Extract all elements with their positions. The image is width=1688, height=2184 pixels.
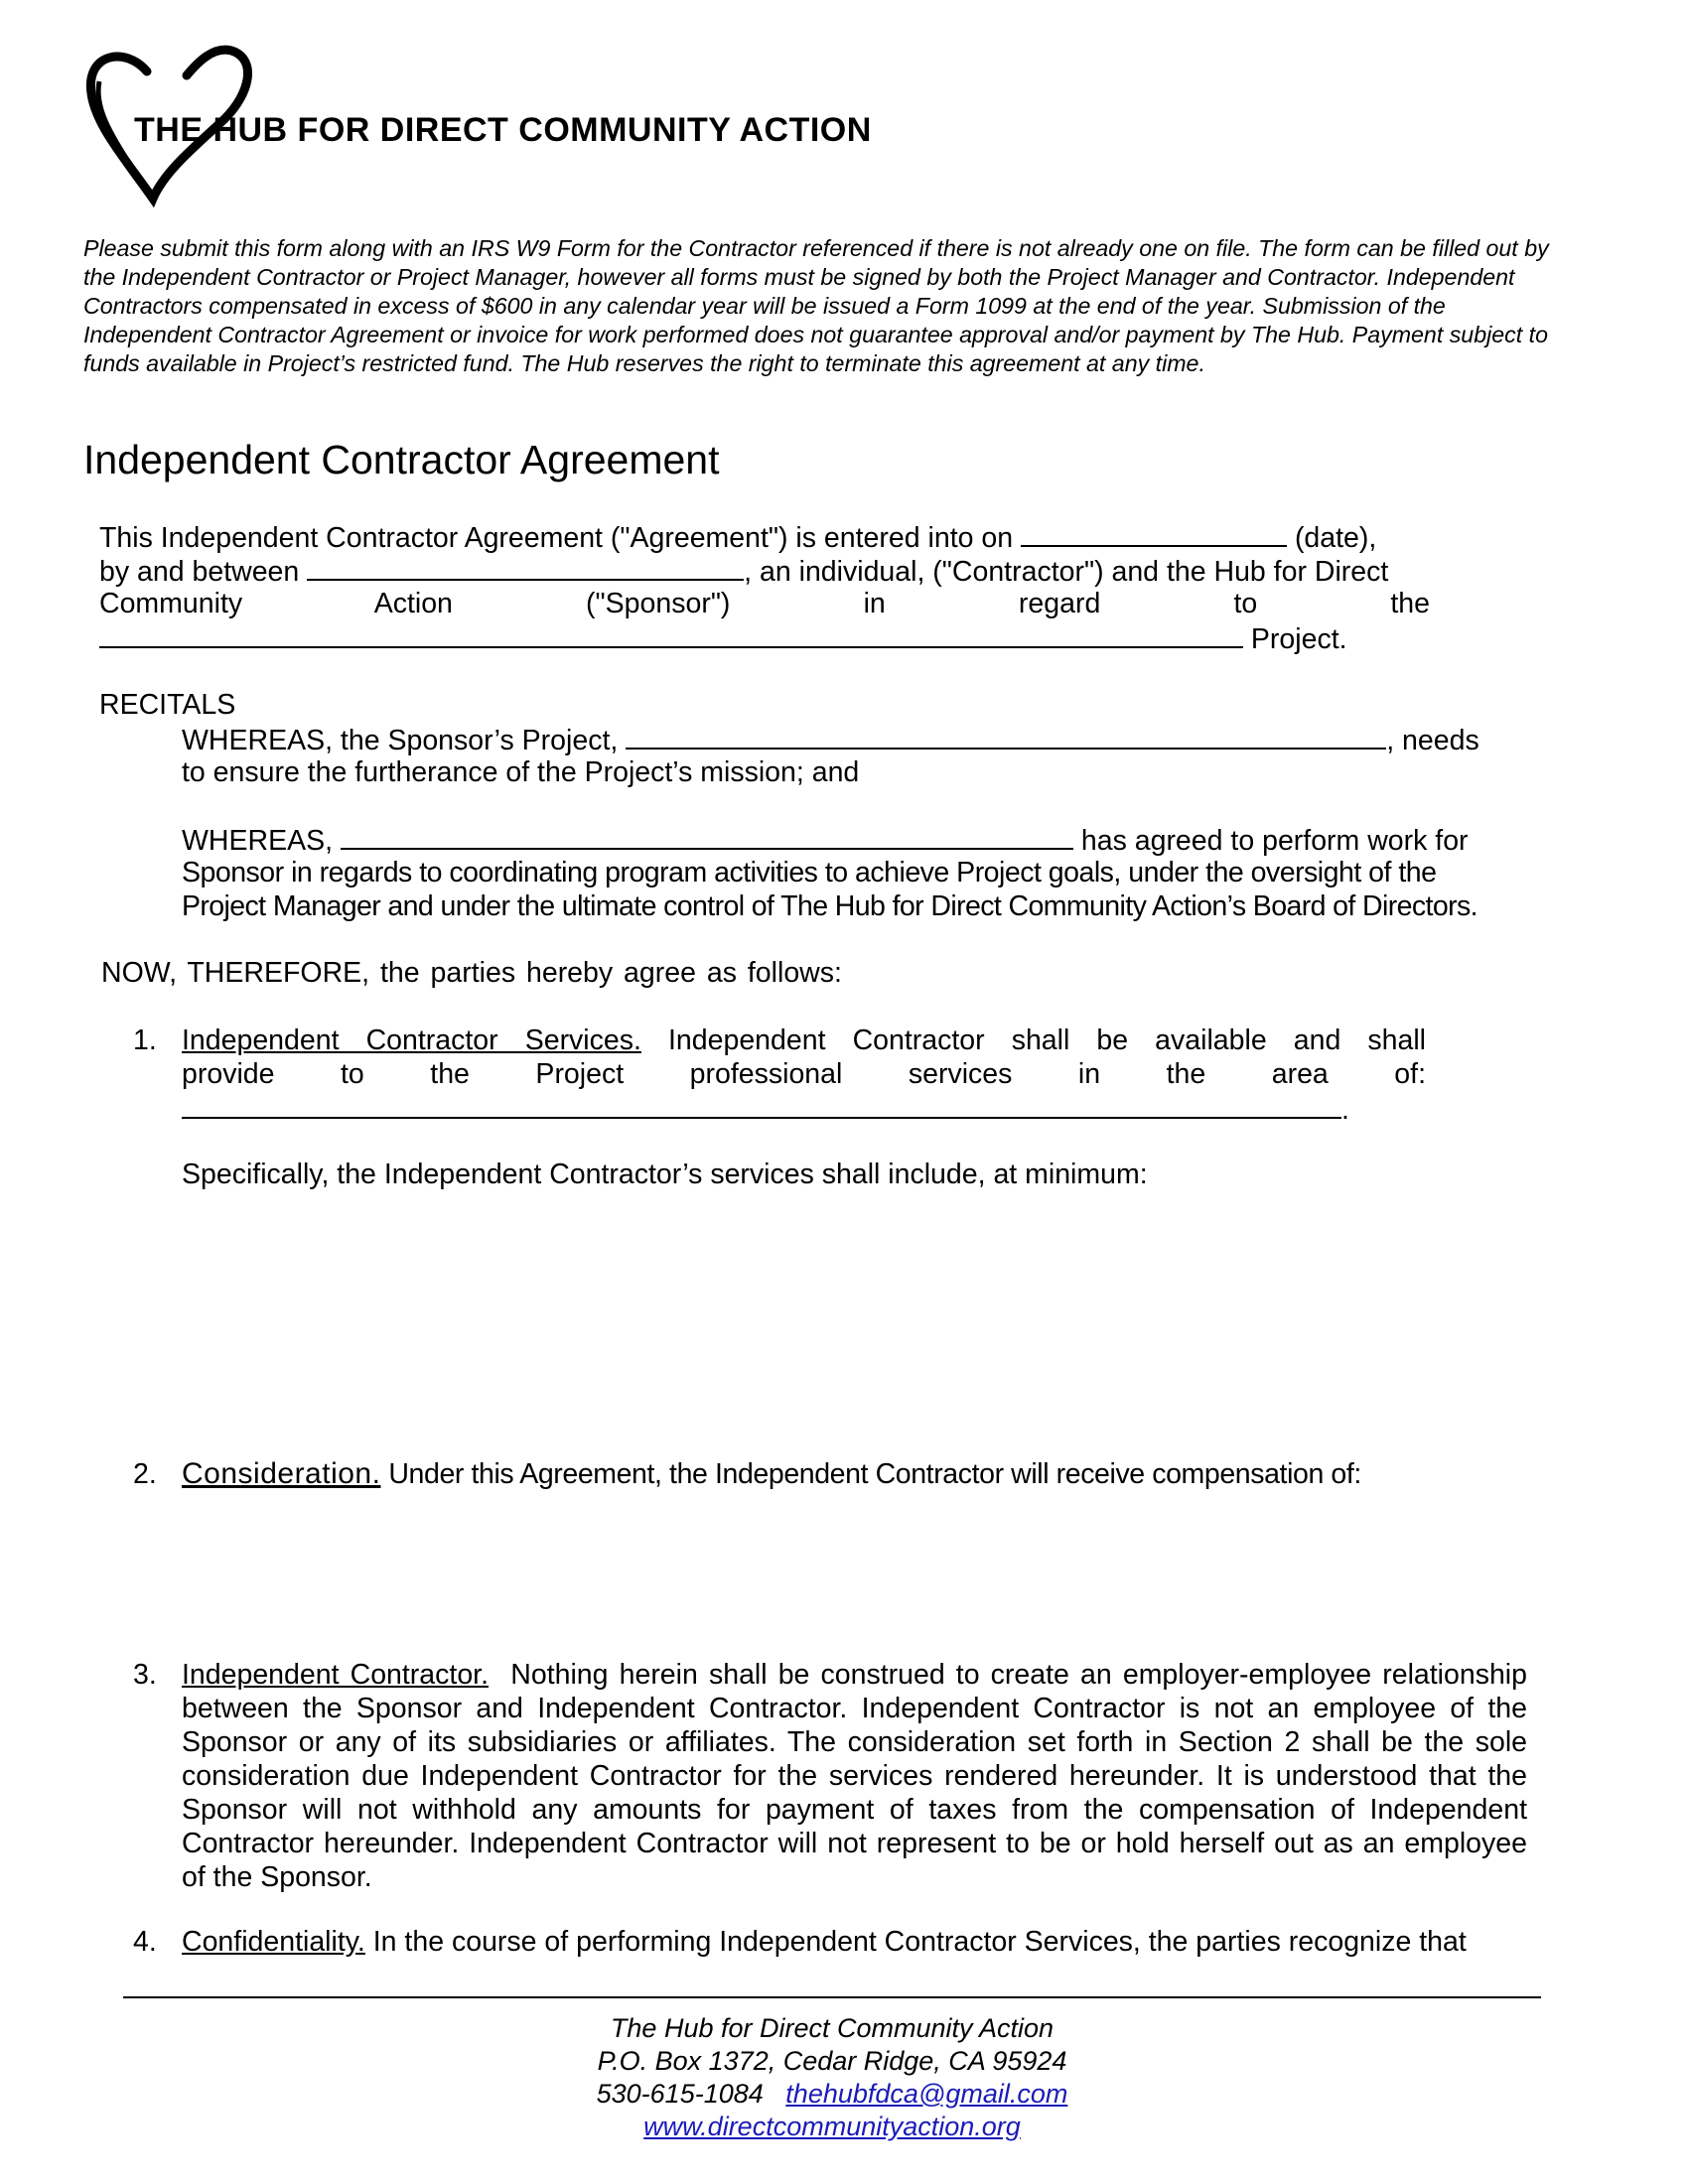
footer-phone: 530-615-1084 xyxy=(596,2079,764,2109)
footer-website-link[interactable]: www.directcommunityaction.org xyxy=(643,2112,1021,2141)
section-1-line-2: provide to the Project professional services in the area of: xyxy=(182,1058,1426,1090)
section-1-heading: Independent Contractor Services. xyxy=(182,1024,641,1056)
sponsor-project-field[interactable] xyxy=(626,722,1386,750)
footer-email-link[interactable]: thehubfdca@gmail.com xyxy=(785,2079,1068,2109)
opening-line-2: by and between , an individual, ("Contractor") and the Hub for Direct xyxy=(99,553,1430,589)
section-4-heading: Confidentiality. xyxy=(182,1926,365,1958)
section-3-heading: Independent Contractor. xyxy=(182,1659,490,1691)
recital-1-line-2: to ensure the furtherance of the Project’s mission; and xyxy=(182,756,860,788)
recital-1-line-1: WHEREAS, the Sponsor’s Project, , needs xyxy=(182,722,1527,757)
services-description-area[interactable] xyxy=(182,1201,1512,1439)
intro-instructions: Please submit this form along with an IRS W9 Form for the Contractor referenced if there is not already one on file. The form can be filled out by the Independent Contractor or Project Manager, however all forms must be signed by both the Project Manager and Contractor. Independent Contractors compensated in excess of $600 in any calendar year will be issued a Form 1099 at the end of the year. Submission of the Independent Contractor Agreement or invoice for work performed does not guarantee approval and/or payment by The Hub. Payment subject to funds available in Project’s restricted fund. The Hub reserves the right to terminate this agreement at any time. xyxy=(83,235,1549,376)
section-1-specifically: Specifically, the Independent Contractor’s services shall include, at minimum: xyxy=(182,1159,1148,1190)
section-2-number: 2. xyxy=(133,1458,157,1490)
recital-2-line-3: Project Manager and under the ultimate control of The Hub for Direct Community Action’s Board of Directors. xyxy=(182,890,1477,922)
recitals-heading: RECITALS xyxy=(99,689,236,721)
opening-line-1: This Independent Contractor Agreement ("Agreement") is entered into on (date), xyxy=(99,519,1430,555)
organization-name: THE HUB FOR DIRECT COMMUNITY ACTION xyxy=(134,111,872,149)
contractor-name-field[interactable] xyxy=(307,553,744,581)
compensation-area[interactable] xyxy=(182,1501,1512,1640)
footer-contact xyxy=(123,2078,1541,2111)
page-title: Independent Contractor Agreement xyxy=(83,437,720,482)
recital-2-line-1: WHEREAS, has agreed to perform work for xyxy=(182,822,1527,858)
section-3-body: Independent Contractor. Nothing herein shall be construed to create an employer-employee relationship between the Sponsor and Independent Contractor. Independent Contractor is not an employee of the Sponsor or any of its subsidiaries or affiliates. The consideration set forth in Section 2 shall be the sole consideration due Independent Contractor for the services rendered hereunder. It is understood that the Sponsor will not withhold any amounts for payment of taxes from the compensation of Independent Contractor hereunder. Independent Contractor will not represent to be or hold herself out as an employee of the Sponsor. xyxy=(182,1659,1527,1893)
opening-line-4: Project. xyxy=(99,620,1430,656)
section-3-number: 3. xyxy=(133,1659,157,1691)
agreement-date-field[interactable] xyxy=(1021,519,1287,547)
section-2-line: Consideration. Under this Agreement, the Independent Contractor will receive compensation of: xyxy=(182,1457,1361,1490)
footer-org-name: The Hub for Direct Community Action xyxy=(610,2013,1055,2043)
section-2-heading: Consideration. xyxy=(182,1457,381,1490)
footer-address: P.O. Box 1372, Cedar Ridge, CA 95924 xyxy=(597,2046,1067,2076)
project-name-field[interactable] xyxy=(99,620,1243,648)
now-therefore: NOW, THEREFORE, the parties hereby agree as follows: xyxy=(101,957,842,989)
footer xyxy=(123,2012,1541,2143)
section-4-number: 4. xyxy=(133,1926,157,1958)
contractor-recital-field[interactable] xyxy=(341,822,1073,850)
footer-divider xyxy=(123,1996,1541,1998)
opening-line-3: Community Action ("Sponsor") in regard to the xyxy=(99,588,1430,619)
section-4-line: Confidentiality. In the course of performing Independent Contractor Services, the parties recognize that xyxy=(182,1926,1467,1958)
section-1-line-3: . xyxy=(182,1091,1349,1127)
section-1-line-1: Independent Contractor Services. Independent Contractor shall be available and shall xyxy=(182,1024,1427,1056)
section-1-number: 1. xyxy=(133,1024,157,1056)
services-area-field[interactable] xyxy=(182,1091,1341,1119)
recital-2-line-2: Sponsor in regards to coordinating program activities to achieve Project goals, under the oversight of the xyxy=(182,857,1437,888)
